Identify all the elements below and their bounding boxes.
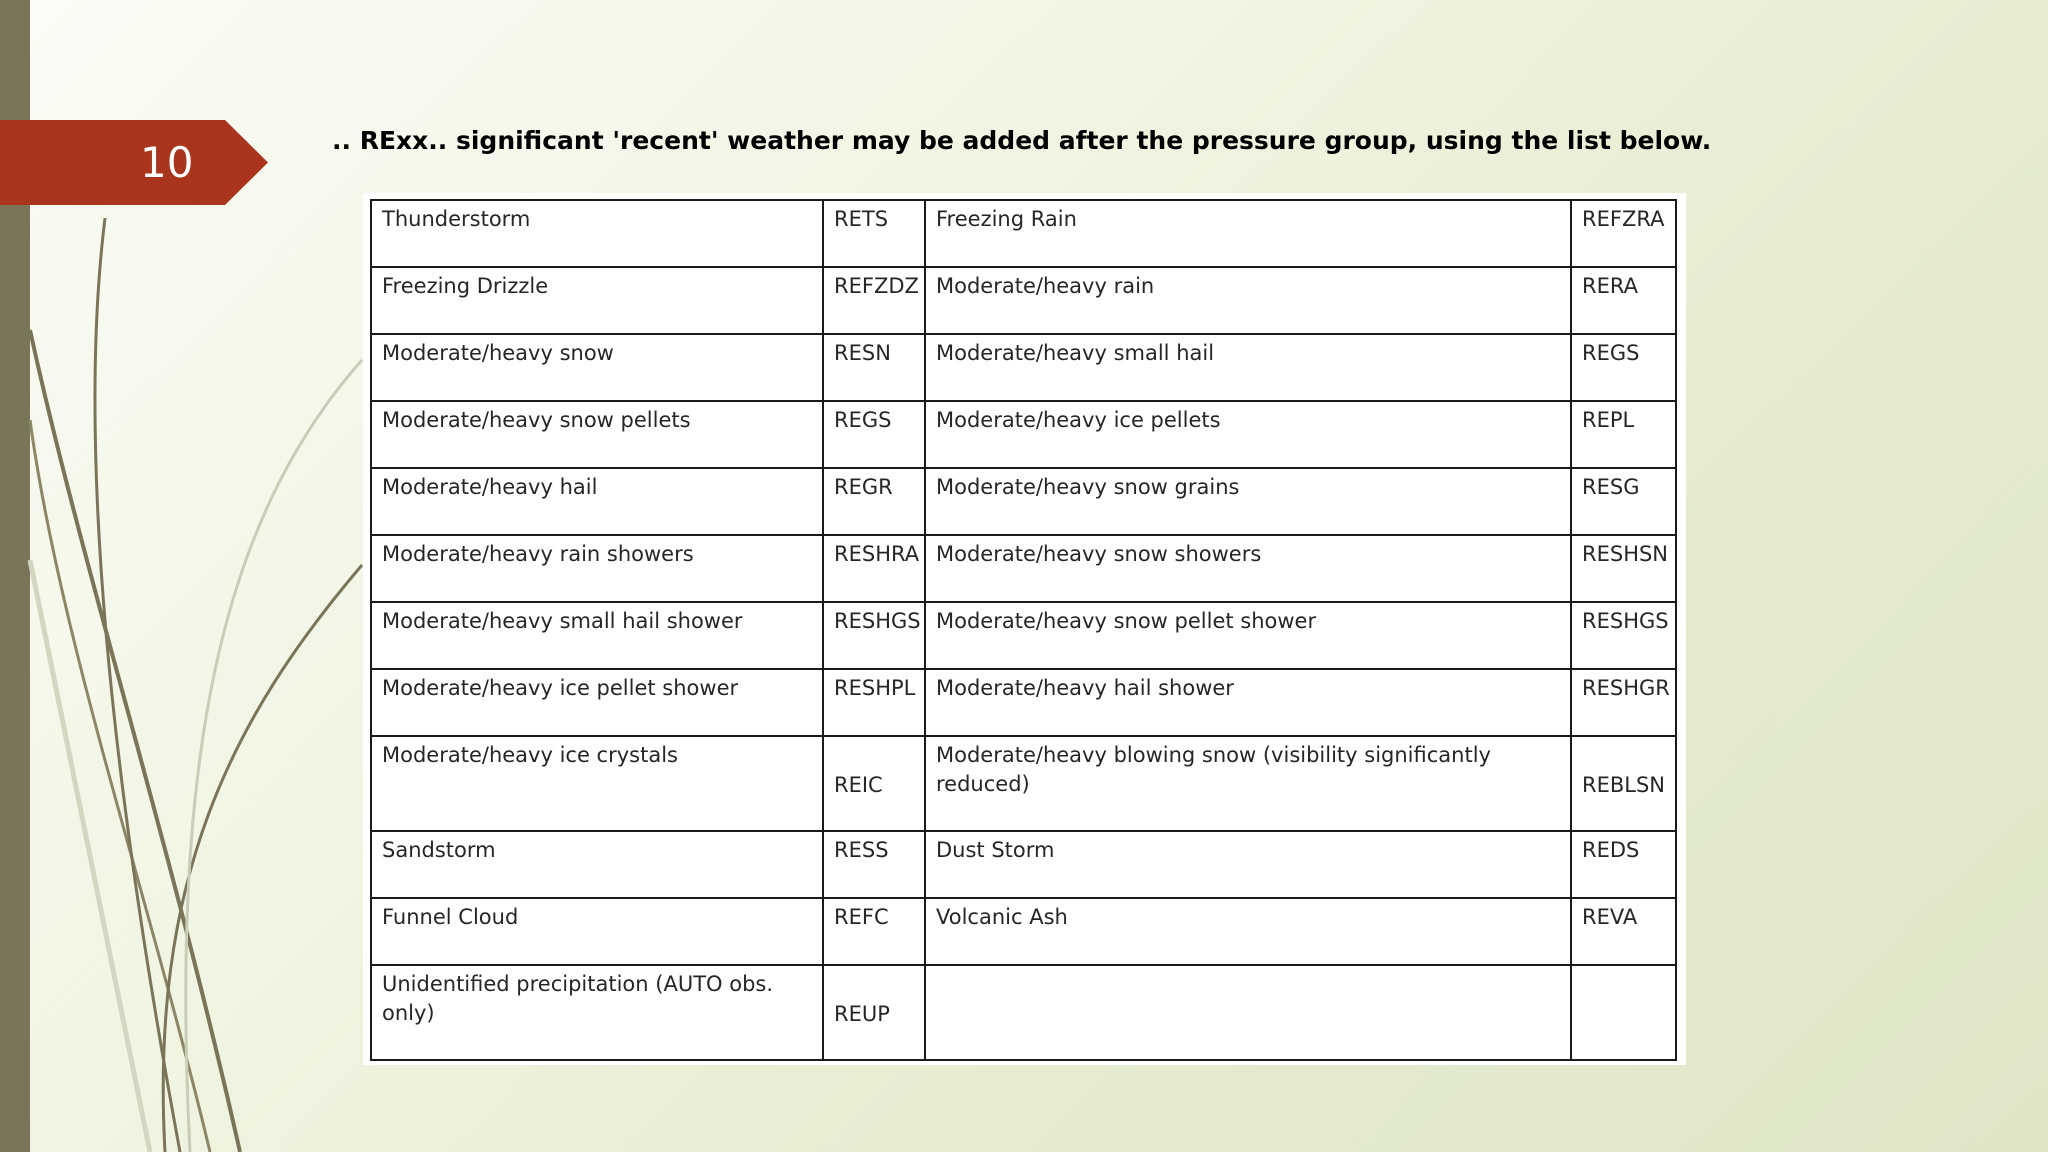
weather-code-cell: REFC <box>823 898 925 965</box>
weather-name-cell: Moderate/heavy hail <box>371 468 823 535</box>
table-row <box>371 200 1676 267</box>
table-row <box>371 535 1676 602</box>
weather-name-cell: Moderate/heavy ice pellet shower <box>371 669 823 736</box>
weather-name-cell: Moderate/heavy ice crystals <box>371 736 823 831</box>
table-row <box>371 669 1676 736</box>
weather-name-cell: Moderate/heavy snow grains <box>925 468 1571 535</box>
table-row <box>371 736 1676 831</box>
weather-name-cell: Freezing Rain <box>925 200 1571 267</box>
weather-name-cell: Moderate/heavy rain showers <box>371 535 823 602</box>
slide-title: .. RExx.. significant 'recent' weather may be added after the pressure group, using the list below. <box>332 126 1712 155</box>
weather-code-cell: RESG <box>1571 468 1676 535</box>
table-row <box>371 965 1676 1060</box>
weather-name-cell: Moderate/heavy rain <box>925 267 1571 334</box>
weather-name-cell: Freezing Drizzle <box>371 267 823 334</box>
weather-name-cell: Moderate/heavy snow pellet shower <box>925 602 1571 669</box>
weather-code-cell: REGR <box>823 468 925 535</box>
weather-code-cell: RESS <box>823 831 925 898</box>
weather-codes-table <box>370 199 1677 1061</box>
table-row <box>371 831 1676 898</box>
weather-code-cell: RESHRA <box>823 535 925 602</box>
weather-code-cell: RETS <box>823 200 925 267</box>
weather-code-cell: RESHGS <box>1571 602 1676 669</box>
table-row <box>371 602 1676 669</box>
weather-name-cell: Moderate/heavy hail shower <box>925 669 1571 736</box>
weather-code-cell: REFZRA <box>1571 200 1676 267</box>
weather-name-cell: Moderate/heavy small hail shower <box>371 602 823 669</box>
weather-code-cell: RESHGR <box>1571 669 1676 736</box>
weather-code-cell: REBLSN <box>1571 736 1676 831</box>
weather-codes-table-container <box>363 193 1686 1065</box>
table-row <box>371 334 1676 401</box>
weather-name-cell <box>925 965 1571 1060</box>
weather-name-cell: Moderate/heavy small hail <box>925 334 1571 401</box>
weather-code-cell: REFZDZ <box>823 267 925 334</box>
weather-name-cell: Dust Storm <box>925 831 1571 898</box>
table-row <box>371 898 1676 965</box>
weather-name-cell: Volcanic Ash <box>925 898 1571 965</box>
weather-name-cell: Moderate/heavy snow <box>371 334 823 401</box>
weather-name-cell: Moderate/heavy snow showers <box>925 535 1571 602</box>
weather-code-cell: RESN <box>823 334 925 401</box>
weather-code-cell <box>1571 965 1676 1060</box>
table-row <box>371 468 1676 535</box>
weather-name-cell: Unidentified precipitation (AUTO obs. only) <box>371 965 823 1060</box>
slide-number: 10 <box>140 138 194 187</box>
weather-name-cell: Funnel Cloud <box>371 898 823 965</box>
weather-name-cell: Moderate/heavy blowing snow (visibility significantly reduced) <box>925 736 1571 831</box>
weather-name-cell: Moderate/heavy snow pellets <box>371 401 823 468</box>
weather-code-cell: RESHGS <box>823 602 925 669</box>
weather-code-cell: REVA <box>1571 898 1676 965</box>
weather-code-cell: REDS <box>1571 831 1676 898</box>
weather-name-cell: Moderate/heavy ice pellets <box>925 401 1571 468</box>
table-row <box>371 401 1676 468</box>
table-row <box>371 267 1676 334</box>
weather-code-cell: REUP <box>823 965 925 1060</box>
weather-code-cell: REPL <box>1571 401 1676 468</box>
weather-code-cell: RESHPL <box>823 669 925 736</box>
weather-name-cell: Thunderstorm <box>371 200 823 267</box>
weather-code-cell: RERA <box>1571 267 1676 334</box>
weather-code-cell: REGS <box>1571 334 1676 401</box>
weather-name-cell: Sandstorm <box>371 831 823 898</box>
weather-code-cell: REGS <box>823 401 925 468</box>
weather-code-cell: REIC <box>823 736 925 831</box>
weather-code-cell: RESHSN <box>1571 535 1676 602</box>
